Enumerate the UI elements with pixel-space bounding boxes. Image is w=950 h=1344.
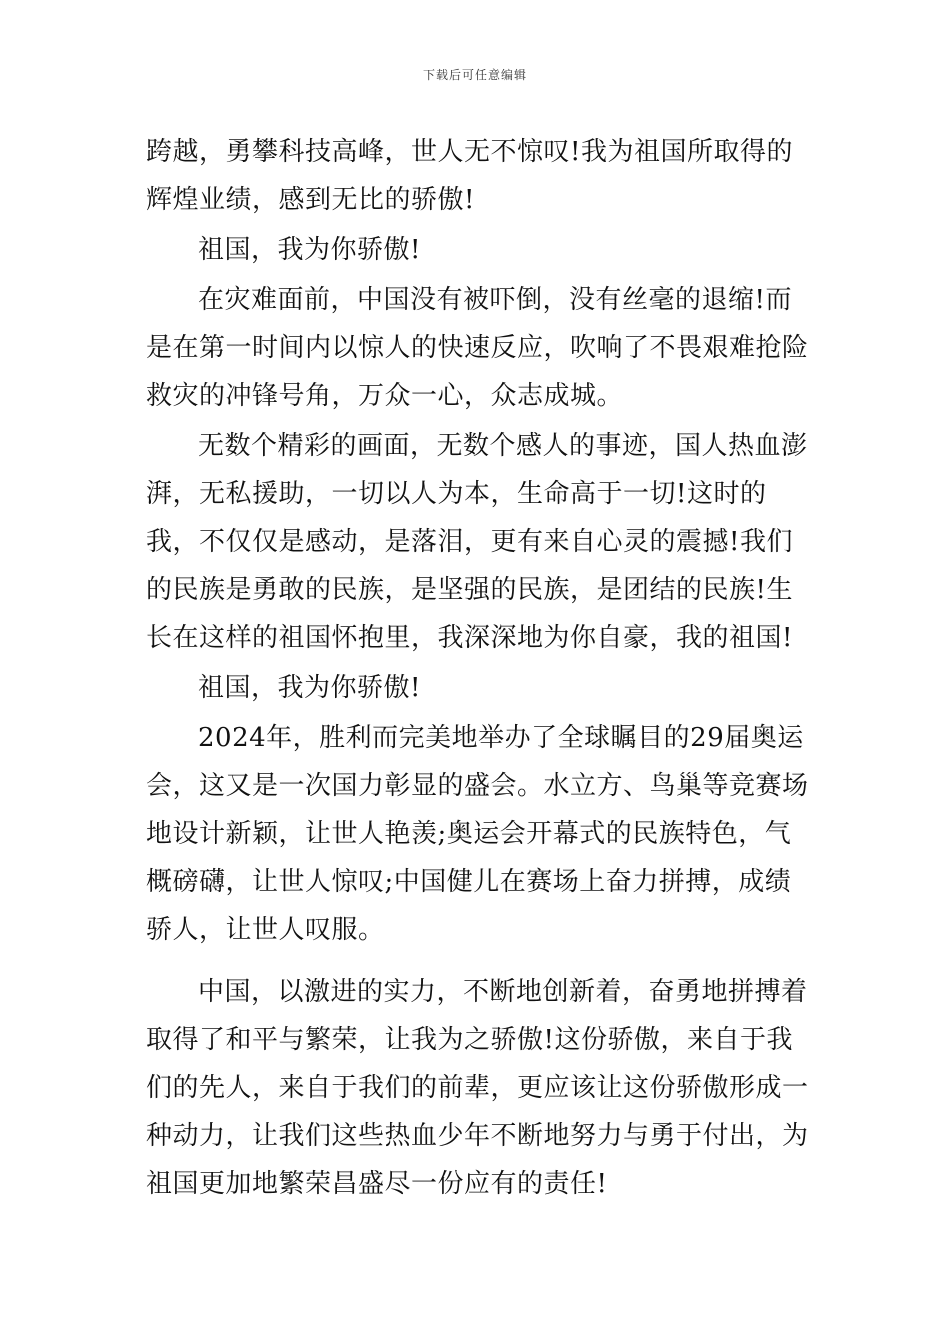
paragraph-conclusion: 中国，以激进的实力，不断地创新着，奋勇地拼搏着取得了和平与繁荣，让我为之骄傲!这份骄傲，来自于我们的先人，来自于我们的前辈，更应该让这份骄傲形成一种动力，让我们这些热血少年不断地努力与勇于付出，为祖国更加地繁荣昌盛尽一份应有的责任! — [146, 977, 809, 1199]
paragraph-refrain: 祖国，我为你骄傲! — [198, 673, 421, 703]
paragraph-refrain: 祖国，我为你骄傲! — [198, 235, 421, 265]
body-text — [146, 128, 811, 1208]
paragraph-touching-deeds: 无数个精彩的画面，无数个感人的事迹，国人热血澎湃，无私援助，一切以人为本，生命高于一切!这时的我，不仅仅是感动，是落泪，更有来自心灵的震撼!我们的民族是勇敢的民族，是坚强的民族，是团结的民族!生长在这样的祖国怀抱里，我深深地为你自豪，我的祖国! — [146, 431, 808, 653]
paragraph-olympics: 2024年，胜利而完美地举办了全球瞩目的29届奥运会，这又是一次国力彰显的盛会。水立方、鸟巢等竞赛场地设计新颖，让世人艳羡;奥运会开幕式的民族特色，气概磅礴，让世人惊叹;中国健儿在赛场上奋力拼搏，成绩骄人，让世人叹服。 — [146, 723, 809, 945]
paragraph-disaster: 在灾难面前，中国没有被吓倒，没有丝毫的退缩!而是在第一时间内以惊人的快速反应，吹响了不畏艰难抢险救灾的冲锋号角，万众一心，众志成城。 — [146, 285, 809, 411]
paragraph-continuation: 跨越，勇攀科技高峰，世人无不惊叹!我为祖国所取得的辉煌业绩，感到无比的骄傲! — [146, 137, 793, 215]
header-note: 下载后可任意编辑 — [422, 68, 527, 82]
